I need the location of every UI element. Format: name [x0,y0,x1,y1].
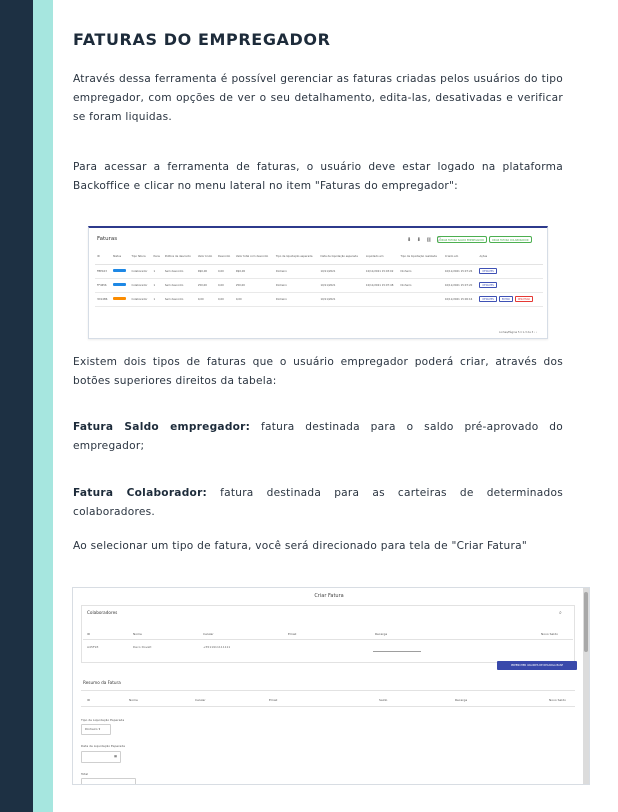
table-row [95,264,543,278]
status-badge [113,269,126,273]
cell-liq-date: 10/11/2021 [319,264,364,278]
cell-policy: Sem desconto [163,264,196,278]
cell-id: FBE163 [95,264,111,278]
col-header: Politica de desconto [163,250,196,264]
type-employer-paragraph [73,418,563,456]
access-paragraph: Para acessar a ferramenta de faturas, o usuário deve estar logado na plataforma Backoffice e clicar no menu lateral no item "Faturas do empregador": [73,161,563,192]
col-header: Criado em [443,250,478,264]
col-header: ID [95,250,111,264]
cell-gross: R$0,00 [196,264,216,278]
cell-items: 1 [151,278,162,292]
status-badge [113,283,126,287]
col-header: Recarga [455,698,468,702]
col-header: Status [111,250,130,264]
cell-created: 10/11/2021 15:07:26 [443,264,478,278]
cell-items: 1 [151,292,162,306]
cell-created: 10/11/2021 15:07:20 [443,278,478,292]
cell-policy: Sem desconto [163,278,196,292]
col-header: Tipo de liquidação realizada [399,250,443,264]
col-header: Novo Saldo [541,632,558,636]
cell-type: Colaborador [130,278,152,292]
cell-actions [477,264,543,278]
col-header: Celular [195,698,206,702]
cell-id: 3D14B6 [95,292,111,306]
col-header: Tipo fatura [130,250,152,264]
divider [81,706,575,707]
col-header: Data de liquidação esperada [319,250,364,264]
divider [81,690,575,691]
cell-created: 10/11/2021 15:00:16 [443,292,478,306]
col-header: Celular [203,632,214,636]
liq-type-select[interactable]: Dinheiro ▾ [81,724,111,735]
faturas-table-screenshot [88,226,548,339]
cell-actions [477,278,543,292]
col-header: ID [87,632,91,636]
intro-paragraph: Através dessa ferramenta é possível gerenciar as faturas criadas pelos usuários do tipo empregador, com opções de ver o seu detalhamento, edita-las, desativadas e verificar se foram liquidas. [73,73,563,123]
row-id: A45F93 [87,645,99,649]
deactivate-button[interactable]: DESATIVAR [515,296,533,302]
cell-total: 250,00 [234,278,274,292]
col-header: Desconto [216,250,234,264]
liq-type-label: Tipo de Liquidação Esperada [81,718,125,722]
col-header: Email [288,632,297,636]
cell-liq-type: Dinheiro [274,278,319,292]
col-header: Tipo de liquidação esperada [274,250,319,264]
col-header: Novo Saldo [549,698,566,702]
cell-discount: 0,00 [216,278,234,292]
total-field [81,778,136,785]
cell-actions [477,292,543,306]
collaborators-card [81,605,575,663]
cell-total: 0,00 [234,292,274,306]
invoices-table [95,250,543,307]
cell-liq-type: Dinheiro [274,292,319,306]
liq-date-label: Data de Liquidação Esperada [81,744,126,748]
cell-liq-type: Dinheiro [274,264,319,278]
divider [83,639,573,640]
type-collaborator-text: fatura destinada para as carteiras de determinados colaboradores. [73,487,563,518]
col-header: Itens [151,250,162,264]
row-name: Deco Dovelt [133,645,152,649]
table-title: Faturas [97,236,118,242]
create-invoice-title: Criar Fatura [314,593,344,599]
calendar-icon[interactable]: ▦ [81,751,121,763]
collaborators-heading: Colaboradores [87,610,118,615]
col-header: Saldo [379,698,388,702]
table-header-row [95,250,543,264]
status-badge [113,297,126,301]
details-button[interactable]: DETALHES [479,282,496,288]
cell-liquidated: 10/11/2021 15:07:48 [364,278,399,292]
create-collaborator-invoice-button[interactable]: CRIAR FATURA COLABORADOR [489,236,532,243]
table-row [95,278,543,292]
create-invoice-screenshot [72,587,590,785]
cell-liq-date: 10/11/2021 [319,292,364,306]
cell-discount: 0,00 [216,264,234,278]
edit-button[interactable]: EDITAR [499,296,513,302]
select-note-paragraph: Ao selecionar um tipo de fatura, você será direcionado para tela de "Criar Fatura" [73,540,527,552]
total-label: Total [81,772,89,776]
type-collaborator-label: Fatura Colaborador: [73,487,208,499]
fill-base-recharge-button[interactable]: PREENCHER VALORES DE RECARGA BASE [497,661,577,670]
col-header: Email [269,698,278,702]
cell-liq-done: Dinheiro [399,278,443,292]
cell-liq-date: 10/11/2021 [319,278,364,292]
col-header: ID [87,698,91,702]
cell-id: FF4656 [95,278,111,292]
row-phone: +5511911111111 [203,645,231,649]
summary-heading: Resumo da Fatura [83,680,121,685]
cell-discount: 0,00 [216,292,234,306]
cell-type: Colaborador [130,292,152,306]
table-row [95,292,543,306]
cell-gross: 0,00 [196,292,216,306]
col-header: Recarga [375,632,388,636]
col-header: Liquidado em [364,250,399,264]
table-pagination[interactable]: Linhas/Página 5 ▾ 1-3 de 3 ‹ › [499,331,537,334]
create-employer-invoice-button[interactable]: CRIAR FATURA SALDO EMPREGADOR [437,236,487,243]
table-toolbar-icons: ⬇ ⬇ ▥ ▽ [407,237,443,243]
search-icon[interactable]: ⌕ [559,610,562,616]
cell-liquidated: 10/11/2021 15:03:02 [364,264,399,278]
types-paragraph: Existem dois tipos de faturas que o usuário empregador poderá criar, através dos botões superiores direitos da tabela: [73,356,563,387]
col-header: Valor bruto [196,250,216,264]
type-collaborator-paragraph [73,484,563,522]
cell-liquidated [364,292,399,306]
col-header: Ações [477,250,543,264]
cell-gross: 250,00 [196,278,216,292]
cell-status [111,278,130,292]
details-button[interactable]: DETALHES [479,268,496,274]
cell-status [111,264,130,278]
col-header: Valor total com desconto [234,250,274,264]
cell-type: Colaborador [130,264,152,278]
cell-total: R$0,00 [234,264,274,278]
col-header: Nome [133,632,142,636]
type-employer-label: Fatura Saldo empregador: [73,421,251,433]
sidebar-dark-stripe [0,0,33,812]
type-employer-text: fatura destinada para o saldo pré-aprovado do empregador; [73,421,563,452]
cell-items: 1 [151,264,162,278]
scrollbar-thumb[interactable] [584,592,588,652]
recharge-input[interactable] [373,651,421,652]
cell-status [111,292,130,306]
page-title: FATURAS DO EMPREGADOR [73,30,331,49]
col-header: Nome [129,698,138,702]
sidebar-accent-stripe [33,0,53,812]
cell-policy: Sem desconto [163,292,196,306]
cell-liq-done: Dinheiro [399,264,443,278]
details-button[interactable]: DETALHES [479,296,496,302]
cell-liq-done [399,292,443,306]
